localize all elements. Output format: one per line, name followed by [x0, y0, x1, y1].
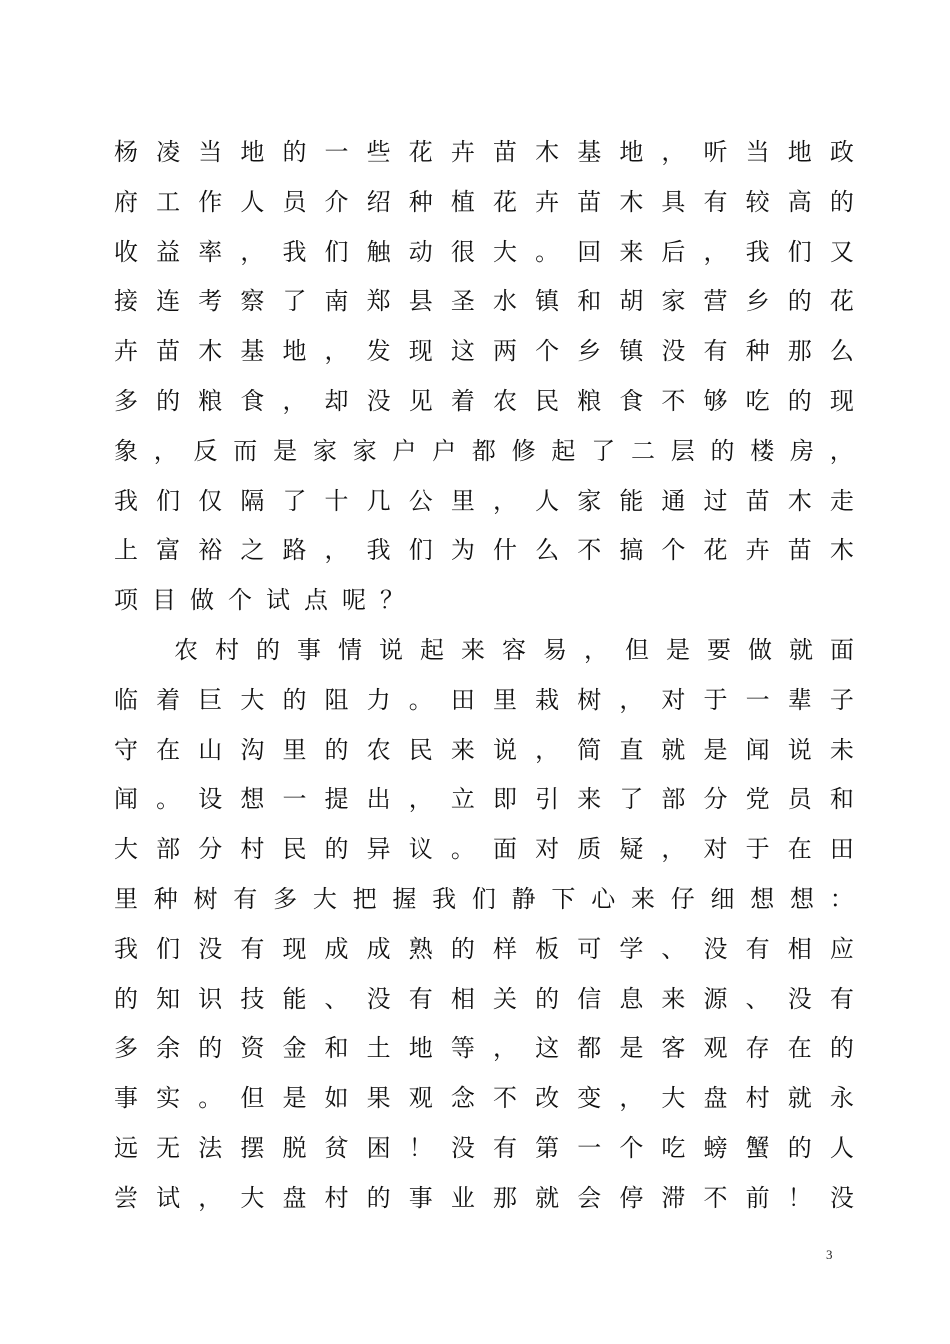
- text-line: 上 富 裕 之 路 ， 我 们 为 什 么 不 搞 个 花 卉 苗 木: [114, 536, 854, 565]
- text-line: 农 村 的 事 情 说 起 来 容 易 ， 但 是 要 做 就 面: [174, 635, 854, 664]
- page-number: 3: [826, 1247, 833, 1262]
- text-line: 多 余 的 资 金 和 土 地 等 ， 这 都 是 客 观 存 在 的: [114, 1034, 854, 1063]
- text-line: 多 的 粮 食 ， 却 没 见 着 农 民 粮 食 不 够 吃 的 现: [114, 386, 854, 415]
- text-line: 我 们 没 有 现 成 成 熟 的 样 板 可 学 、 没 有 相 应: [114, 934, 854, 963]
- text-line: 事 实 。 但 是 如 果 观 念 不 改 变 ， 大 盘 村 就 永: [114, 1084, 854, 1113]
- text-line: 远 无 法 摆 脱 贫 困 ！ 没 有 第 一 个 吃 螃 蟹 的 人: [114, 1133, 854, 1162]
- text-line: 项 目 做 个 试 点 呢 ？: [114, 586, 404, 615]
- text-line: 收 益 率 ， 我 们 触 动 很 大 。 回 来 后 ， 我 们 又: [114, 237, 854, 266]
- text-line: 大 部 分 村 民 的 异 议 。 面 对 质 疑 ， 对 于 在 田: [114, 835, 854, 864]
- text-line: 接 连 考 察 了 南 郑 县 圣 水 镇 和 胡 家 营 乡 的 花: [114, 287, 854, 316]
- text-line: 象 ， 反 而 是 家 家 户 户 都 修 起 了 二 层 的 楼 房 ，: [114, 436, 854, 465]
- text-line: 我 们 仅 隔 了 十 几 公 里 ， 人 家 能 通 过 苗 木 走: [114, 486, 854, 515]
- text-line: 府 工 作 人 员 介 绍 种 植 花 卉 苗 木 具 有 较 高 的: [114, 187, 854, 216]
- text-line: 里 种 树 有 多 大 把 握 我 们 静 下 心 来 仔 细 想 想 ：: [114, 884, 854, 913]
- text-line: 临 着 巨 大 的 阻 力 。 田 里 栽 树 ， 对 于 一 辈 子: [114, 685, 854, 714]
- text-line: 闻 。 设 想 一 提 出 ， 立 即 引 来 了 部 分 党 员 和: [114, 785, 854, 814]
- text-line: 卉 苗 木 基 地 ， 发 现 这 两 个 乡 镇 没 有 种 那 么: [114, 337, 854, 366]
- text-line: 尝 试 ， 大 盘 村 的 事 业 那 就 会 停 滞 不 前 ！ 没: [114, 1183, 854, 1212]
- text-line: 杨 凌 当 地 的 一 些 花 卉 苗 木 基 地 ， 听 当 地 政: [114, 138, 854, 166]
- text-line: 守 在 山 沟 里 的 农 民 来 说 ， 简 直 就 是 闻 说 未: [114, 735, 854, 764]
- text-line: 的 知 识 技 能 、 没 有 相 关 的 信 息 来 源 、 没 有: [114, 984, 854, 1013]
- body-text: [114, 128, 854, 1224]
